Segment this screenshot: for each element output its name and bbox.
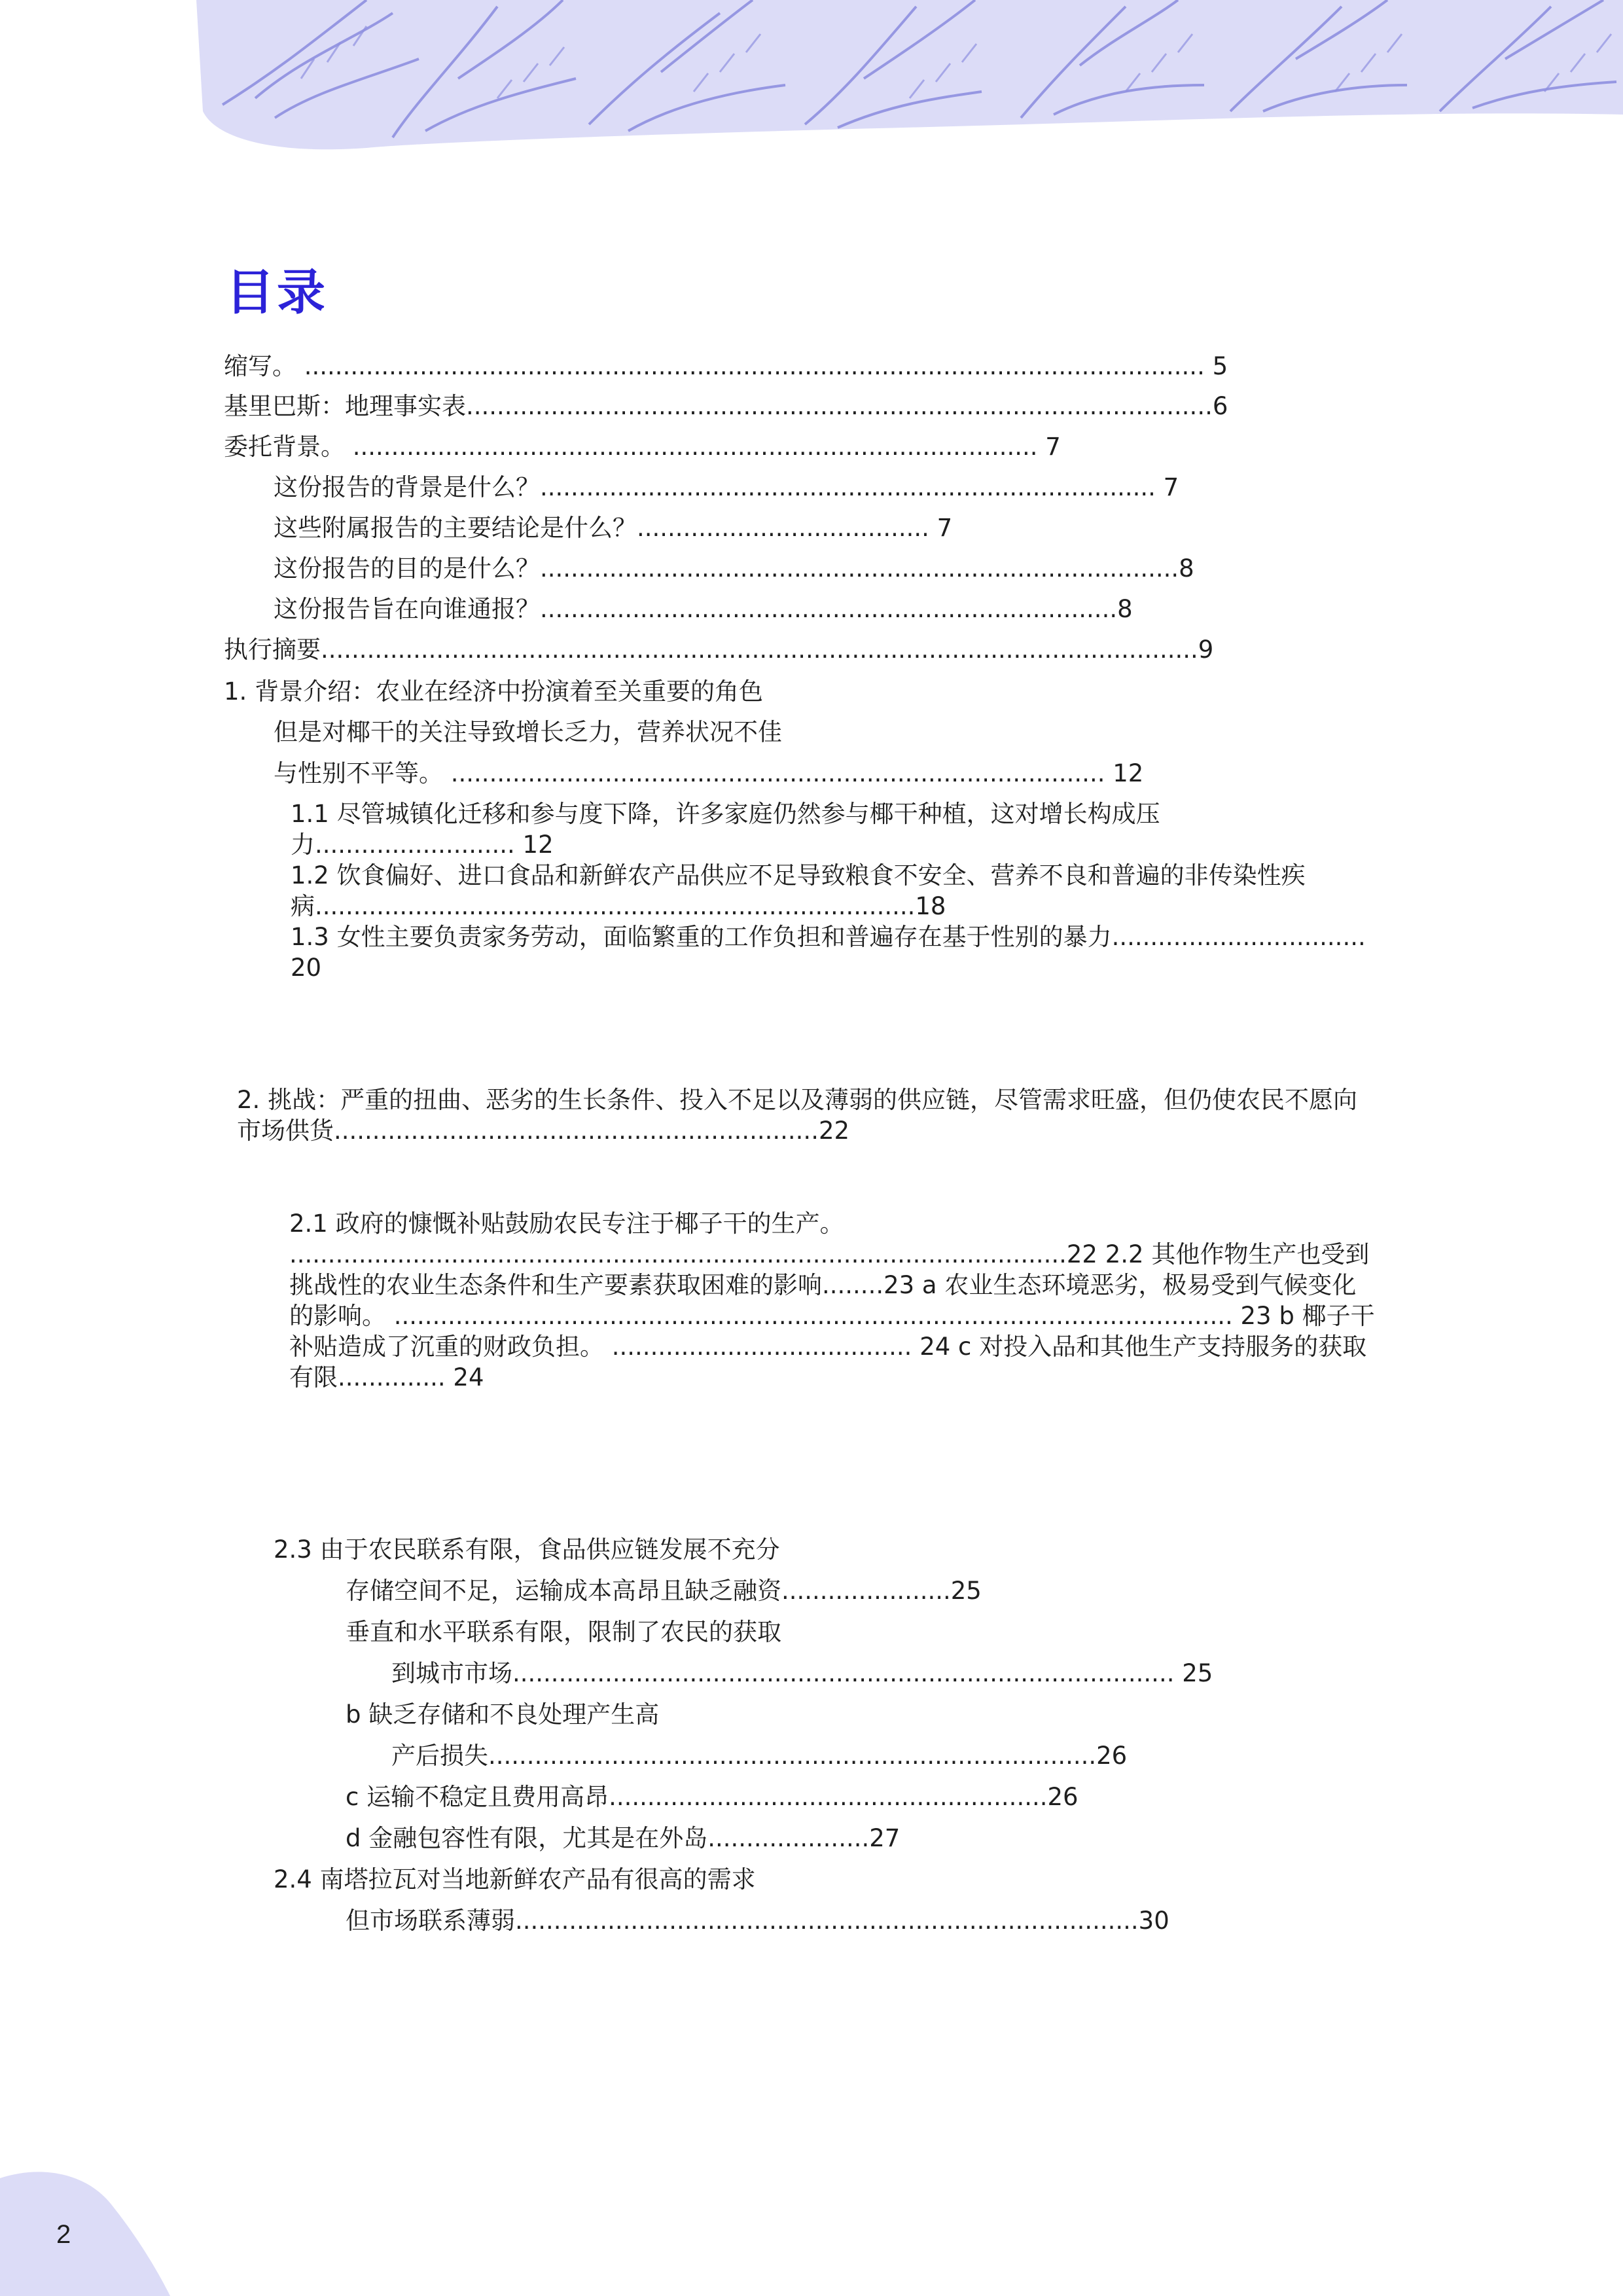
toc-entry-bg-context[interactable]: 这份报告的背景是什么？................................................................................ 7	[274, 473, 1179, 501]
toc-entry-section-1-line2[interactable]: 但是对椰干的关注导致增长乏力，营养状况不佳	[274, 718, 782, 746]
toc-entry-1-3[interactable]: 1.3 女性主要负责家务劳动，面临繁重的工作负担和普遍存在基于性别的暴力.................................20	[291, 923, 1366, 982]
toc-entry-section-1-line1[interactable]: 1. 背景介绍：农业在经济中扮演着至关重要的角色	[224, 677, 764, 706]
toc-entry-2-1-to-2-2-block[interactable]: 2.1 政府的慷慨补贴鼓励农民专注于椰子干的生产。 .....................................................................................................22 2.2 其他作物生产也受到挑战性的农业生态条件和生产要素获取困难的影响........23 a 农业生态环境恶劣，极易受到气候变化的影响。 ............................................................................................................. 23 b 椰子干补贴造成了沉重的财政负担。 ....................................... 24 c 对投入品和其他生产支持服务的获取有限.............. 24	[289, 1210, 1375, 1391]
toc-entry-2-3a-line2[interactable]: 到城市市场...................................................................................... 25	[391, 1659, 1213, 1687]
toc-entry-kiribati-facts[interactable]: 基里巴斯：地理事实表.................................................................................................6	[224, 392, 1228, 420]
toc-entry-1-2[interactable]: 1.2 饮食偏好、进口食品和新鲜农产品供应不足导致粮食不安全、营养不良和普遍的非传染性疾病..............................................................................18	[291, 861, 1306, 920]
toc-entry-abbreviations[interactable]: 缩写。 ..................................................................................................................... 5	[224, 352, 1228, 380]
toc-entry-executive-summary[interactable]: 执行摘要..................................................................................................................9	[224, 636, 1214, 664]
toc-entry-2-3a-line1[interactable]: 垂直和水平联系有限，限制了农民的获取	[346, 1618, 781, 1646]
page-number: 2	[56, 2220, 71, 2249]
page-title: 目录	[226, 264, 328, 321]
toc-entry-2-3c[interactable]: c 运输不稳定且费用高昂.........................................................26	[346, 1783, 1079, 1811]
toc-entry-section-2[interactable]: 2. 挑战：严重的扭曲、恶劣的生长条件、投入不足以及薄弱的供应链，尽管需求旺盛，但仍使农民不愿向市场供货...............................................................22	[237, 1086, 1358, 1145]
toc-entry-2-3d[interactable]: d 金融包容性有限，尤其是在外岛.....................27	[346, 1824, 901, 1852]
toc-entry-2-3-line1[interactable]: 2.3 由于农民联系有限，食品供应链发展不充分	[274, 1535, 780, 1564]
toc-entry-2-4-line2[interactable]: 但市场联系薄弱.................................................................................30	[346, 1907, 1169, 1935]
toc-entry-section-1-line3[interactable]: 与性别不平等。 ..................................................................................... 12	[274, 759, 1144, 787]
toc-entry-1-1[interactable]: 1.1 尽管城镇化迁移和参与度下降，许多家庭仍然参与椰干种植，这对增长构成压力.......................... 12	[291, 800, 1160, 859]
toc-entry-2-3b-line1[interactable]: b 缺乏存储和不良处理产生高	[346, 1700, 660, 1729]
header-banner	[0, 0, 1623, 157]
toc-entry-bg-audience[interactable]: 这份报告旨在向谁通报？...........................................................................8	[274, 595, 1133, 623]
toc-entry-bg-findings[interactable]: 这些附属报告的主要结论是什么？...................................... 7	[274, 514, 953, 542]
toc-entry-bg-purpose[interactable]: 这份报告的目的是什么？...................................................................................8	[274, 554, 1194, 583]
corner-decoration	[0, 2165, 196, 2296]
toc-entry-2-3b-line2[interactable]: 产后损失...............................................................................26	[391, 1742, 1128, 1770]
toc-entry-2-4-line1[interactable]: 2.4 南塔拉瓦对当地新鲜农产品有很高的需求	[274, 1865, 756, 1893]
toc-entry-2-3-line2[interactable]: 存储空间不足，运输成本高昂且缺乏融资......................25	[346, 1577, 982, 1605]
toc-entry-background[interactable]: 委托背景。 ......................................................................................... 7	[224, 433, 1061, 461]
